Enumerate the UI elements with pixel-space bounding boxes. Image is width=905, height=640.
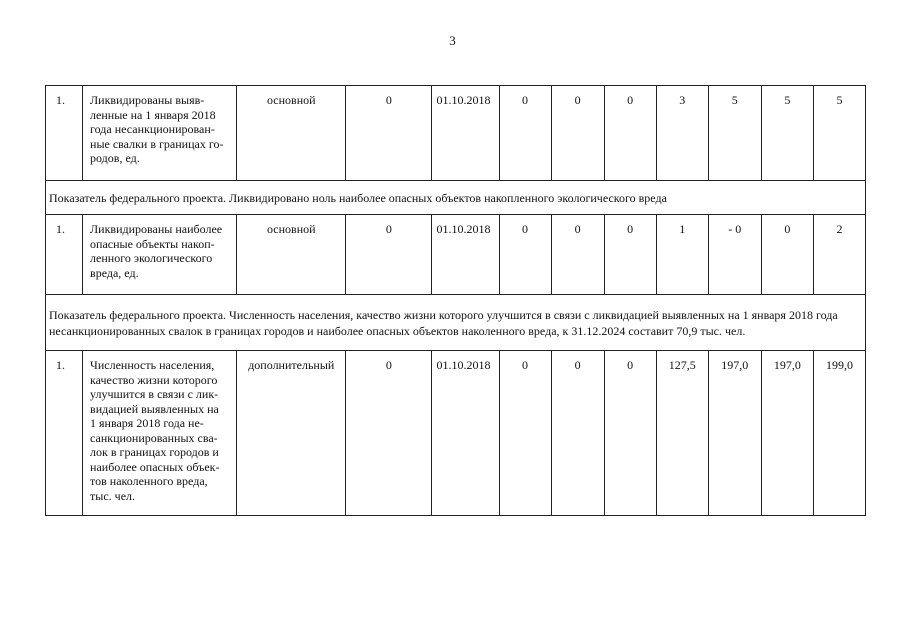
indicator-name: Численность населения, качество жизни которого улучшится в связи с лик- видацией выявленных на 1 января 2018 года не- санкционированных сва- лок в границах городов и наиболее опасных объек- тов наколенного вреда, тыс. чел. <box>83 351 237 516</box>
row-number: 1. <box>46 351 83 516</box>
base-date: 01.10.2018 <box>432 351 499 516</box>
base-date: 01.10.2018 <box>432 86 499 181</box>
value-year-7: 5 <box>813 86 865 181</box>
base-value: 0 <box>346 351 432 516</box>
value-year-3: 0 <box>604 86 656 181</box>
base-date: 01.10.2018 <box>432 215 499 295</box>
value-year-3: 0 <box>604 215 656 295</box>
table-row <box>46 86 866 181</box>
row-number: 1. <box>46 215 83 295</box>
value-year-4: 127,5 <box>656 351 708 516</box>
value-year-2: 0 <box>551 86 604 181</box>
value-year-7: 2 <box>813 215 865 295</box>
value-year-7: 199,0 <box>813 351 865 516</box>
value-year-1: 0 <box>499 86 551 181</box>
value-year-3: 0 <box>604 351 656 516</box>
value-year-2: 0 <box>551 351 604 516</box>
indicator-name: Ликвидированы наиболее опасные объекты накоп- ленного экологического вреда, ед. <box>83 215 237 295</box>
value-year-1: 0 <box>499 215 551 295</box>
table-row <box>46 351 866 516</box>
value-year-2: 0 <box>551 215 604 295</box>
value-year-5: 5 <box>708 86 761 181</box>
row-number: 1. <box>46 86 83 181</box>
indicator-name: Ликвидированы выяв- ленные на 1 января 2018 года несанкционирован- ные свалки в границах го- родов, ед. <box>83 86 237 181</box>
indicator-type: дополнительный <box>237 351 346 516</box>
indicator-type: основной <box>237 86 346 181</box>
base-value: 0 <box>346 86 432 181</box>
value-year-5: - 0 <box>708 215 761 295</box>
indicators-table <box>45 85 866 516</box>
value-year-6: 5 <box>761 86 813 181</box>
value-year-6: 0 <box>761 215 813 295</box>
section-row <box>46 295 866 351</box>
section-heading: Показатель федерального проекта. Численность населения, качество жизни которого улучшится в связи с ликвидацией выявленных на 1 января 2018 года несанкционированных свалок в границах городов и наиболее опасных объектов наколенного вреда, к 31.12.2024 составит 70,9 тыс. чел. <box>46 295 866 351</box>
value-year-4: 3 <box>656 86 708 181</box>
indicator-type: основной <box>237 215 346 295</box>
section-heading: Показатель федерального проекта. Ликвидировано ноль наиболее опасных объектов накопленного экологического вреда <box>46 181 866 215</box>
section-row <box>46 181 866 215</box>
page-number: 3 <box>449 33 456 48</box>
value-year-6: 197,0 <box>761 351 813 516</box>
value-year-5: 197,0 <box>708 351 761 516</box>
value-year-1: 0 <box>499 351 551 516</box>
value-year-4: 1 <box>656 215 708 295</box>
base-value: 0 <box>346 215 432 295</box>
table-row <box>46 215 866 295</box>
